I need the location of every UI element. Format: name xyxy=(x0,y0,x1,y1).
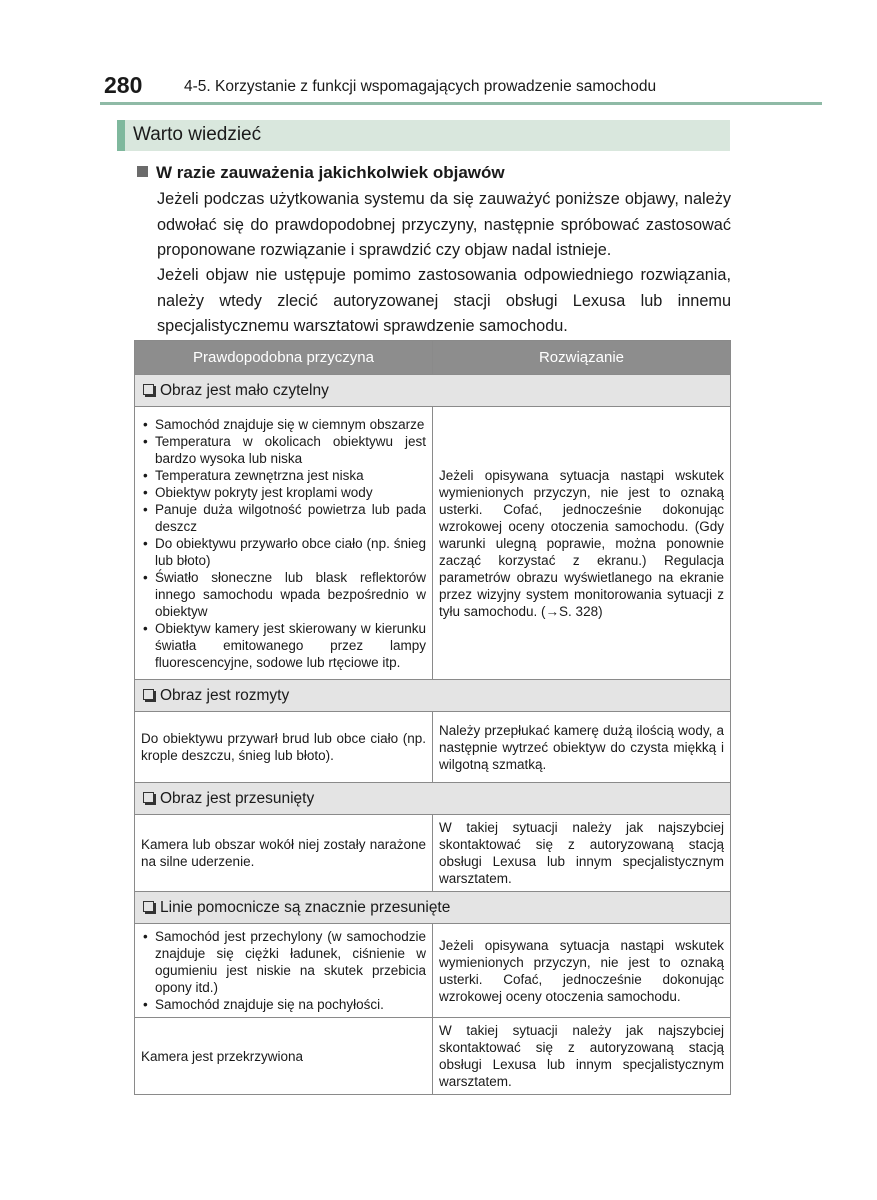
solution-cell: Jeżeli opisywana sytuacja nastąpi wskutek wymienionych przyczyn, nie jest to oznaką usterki. Cofać, jednocześnie dokonując wzrokowej oceny otoczenia samochodu. (Gdy warunki ulegną poprawie, można ponownie zacząć korzystać z ekranu.) Regulacja parametrów obrazu wyświetlanego na ekranie przez wizyjny system monitorowania sytuacji z tyłu samochodu. (→S. 328) xyxy=(433,407,731,680)
list-item: • Obiektyw pokryty jest kroplami wody xyxy=(141,484,426,501)
troubleshooting-table xyxy=(134,340,731,1095)
group-title-cell xyxy=(135,680,731,712)
checkbox-icon xyxy=(143,901,154,912)
group-row xyxy=(135,680,731,712)
group-row xyxy=(135,783,731,815)
group-row xyxy=(135,375,731,407)
section-title xyxy=(137,163,505,183)
list-item: • Temperatura zewnętrzna jest niska xyxy=(141,467,426,484)
intro-paragraph: Jeżeli podczas użytkowania systemu da się zauważyć poniższe objawy, należy odwołać się do prawdopodobnej przyczyny, następnie spróbować zastosować proponowane rozwiązanie i sprawdzić czy objaw nadal istnieje. xyxy=(157,190,731,259)
list-item: • Temperatura w okolicach obiektywu jest bardzo wysoka lub niska xyxy=(141,433,426,467)
group-title: Obraz jest rozmyty xyxy=(160,686,290,704)
table-row xyxy=(135,712,731,783)
cause-cell: Kamera jest przekrzywiona xyxy=(135,1018,433,1095)
checkbox-icon xyxy=(143,384,154,395)
solution-cell: Należy przepłukać kamerę dużą ilością wody, a następnie wytrzeć obiektyw do czysta miękką i wilgotną szmatką. xyxy=(433,712,731,783)
list-item: • Panuje duża wilgotność powietrza lub pada deszcz xyxy=(141,501,426,535)
group-title-cell xyxy=(135,783,731,815)
group-title: Linie pomocnicze są znacznie przesunięte xyxy=(160,898,451,916)
cause-cell: Kamera lub obszar wokół niej zostały narażone na silne uderzenie. xyxy=(135,815,433,892)
cause-list xyxy=(141,928,426,1013)
box-heading: Warto wiedzieć xyxy=(117,120,730,151)
advice-paragraph: Jeżeli objaw nie ustępuje pomimo zastosowania odpowiedniego rozwiązania, należy wtedy zlecić autoryzowanej stacji obsługi Lexusa lub innemu specjalistycznemu warsztatowi sprawdzenie samochodu. xyxy=(157,266,731,335)
checkbox-icon xyxy=(143,792,154,803)
solution-cell: W takiej sytuacji należy jak najszybciej skontaktować się z autoryzowaną stacją obsługi Lexusa lub innym specjalistycznym warsztatem. xyxy=(433,815,731,892)
checkbox-icon xyxy=(143,689,154,700)
page-number: 280 xyxy=(104,72,143,98)
list-item: • Samochód znajduje się w ciemnym obszarze xyxy=(141,416,426,433)
cause-cell xyxy=(135,924,433,1018)
group-row xyxy=(135,892,731,924)
table-row xyxy=(135,1018,731,1095)
group-title: Obraz jest mało czytelny xyxy=(160,381,329,399)
table-row xyxy=(135,407,731,680)
cause-cell xyxy=(135,407,433,680)
group-title: Obraz jest przesunięty xyxy=(160,789,315,807)
list-item: • Obiektyw kamery jest skierowany w kierunku światła emitowanego przez lampy fluorescencyjne, sodowe lub rtęciowe itp. xyxy=(141,620,426,671)
list-item: • Samochód jest przechylony (w samochodzie znajduje się ciężki ładunek, ciśnienie w ogumieniu jest niskie na skutek przebicia opony itd.) xyxy=(141,928,426,996)
section-title-text: W razie zauważenia jakichkolwiek objawów xyxy=(156,163,505,182)
header-solution: Rozwiązanie xyxy=(433,341,731,375)
solution-cell: Jeżeli opisywana sytuacja nastąpi wskutek wymienionych przyczyn, nie jest to oznaką usterki. Cofać, jednocześnie dokonując wzrokowej oceny otoczenia samochodu. xyxy=(433,924,731,1018)
group-title-cell xyxy=(135,892,731,924)
header-rule xyxy=(100,102,822,105)
table-row xyxy=(135,924,731,1018)
square-bullet-icon xyxy=(137,166,148,177)
list-item: • Samochód znajduje się na pochyłości. xyxy=(141,996,426,1013)
table-row xyxy=(135,815,731,892)
running-head: 4-5. Korzystanie z funkcji wspomagających prowadzenie samochodu xyxy=(184,78,657,95)
cause-list xyxy=(141,416,426,671)
solution-cell: W takiej sytuacji należy jak najszybciej skontaktować się z autoryzowaną stacją obsługi Lexusa lub innym specjalistycznym warsztatem. xyxy=(433,1018,731,1095)
list-item: • Światło słoneczne lub blask reflektorów innego samochodu wpada bezpośrednio w obiektyw xyxy=(141,569,426,620)
list-item: • Do obiektywu przywarło obce ciało (np. śnieg lub błoto) xyxy=(141,535,426,569)
group-title-cell xyxy=(135,375,731,407)
header-cause: Prawdopodobna przyczyna xyxy=(135,341,433,375)
cause-cell: Do obiektywu przywarł brud lub obce ciało (np. krople deszczu, śnieg lub błoto). xyxy=(135,712,433,783)
table-header-row xyxy=(135,341,731,375)
